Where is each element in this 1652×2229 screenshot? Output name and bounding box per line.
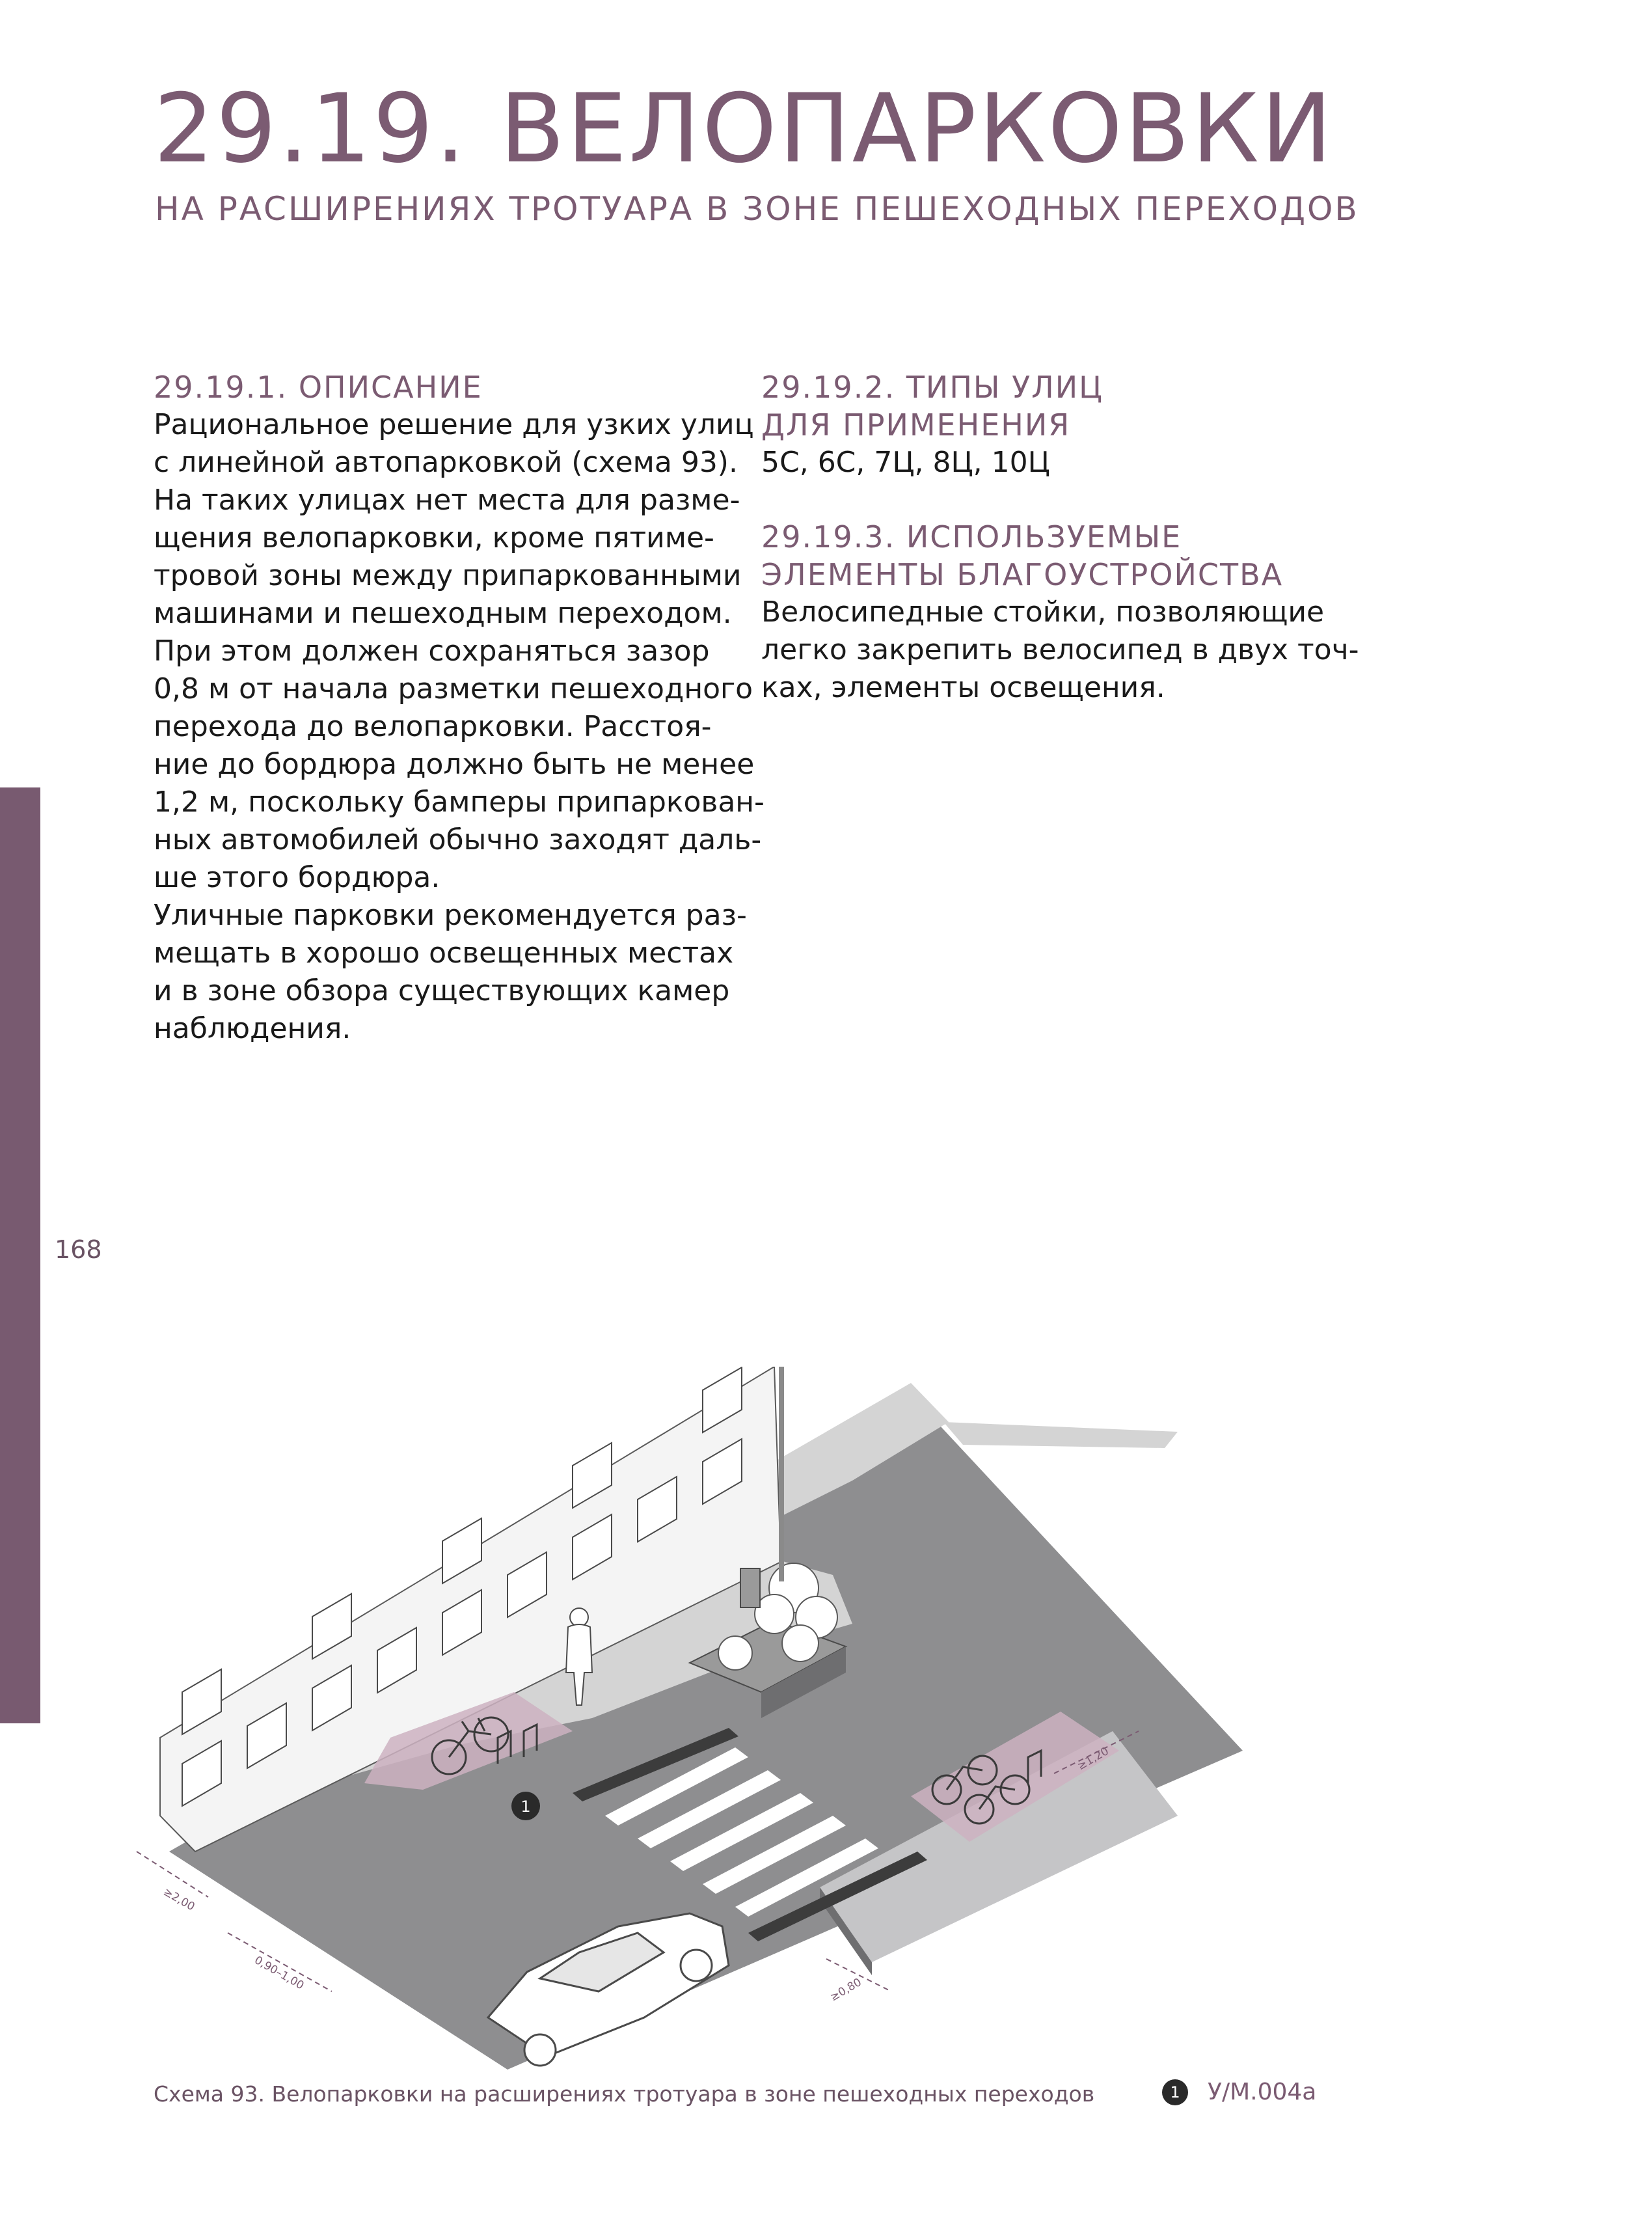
elements-heading-line: ЭЛЕМЕНТЫ БЛАГОУСТРОЙСТВА <box>761 557 1284 592</box>
page-number: 168 <box>55 1235 102 1264</box>
elements-line: Велосипедные стойки, позволяющие <box>761 595 1325 629</box>
elements-heading-line: 29.19.3. ИСПОЛЬЗУЕМЫЕ <box>761 519 1182 554</box>
description-line: с линейной автопарковкой (схема 93). <box>154 446 738 479</box>
figure-caption: Схема 93. Велопарковки на расширениях тротуара в зоне пешеходных переходов <box>154 2081 1095 2107</box>
description-line: 1,2 м, поскольку бамперы припаркован- <box>154 786 765 819</box>
description-line: мещать в хорошо освещенных местах <box>154 937 734 970</box>
dim-sidewalk-label: ≥2,00 <box>161 1885 197 1914</box>
description-section <box>154 368 765 1048</box>
page-title: 29.19. ВЕЛОПАРКОВКИ <box>154 74 1334 184</box>
reference-code-text: У/М.004а <box>1208 2079 1317 2105</box>
applicability-section <box>761 368 1359 707</box>
marker-1-label: 1 <box>521 1798 531 1816</box>
marker-1 <box>511 1792 540 1820</box>
description-line: ние до бордюра должно быть не менее <box>154 748 755 781</box>
description-line: тровой зоны между припаркованными <box>154 559 742 592</box>
street-types-heading-line: ДЛЯ ПРИМЕНЕНИЯ <box>761 407 1071 443</box>
dim-curb-label: ≥1,20 <box>1075 1744 1111 1773</box>
description-line: и в зоне обзора существующих камер <box>154 974 730 1007</box>
description-text <box>154 406 765 1048</box>
elements-heading <box>761 518 1334 594</box>
description-line: машинами и пешеходным переходом. <box>154 597 732 630</box>
bike-parking-diagram <box>124 1367 1321 2076</box>
dim-gap-label: 0,90–1,00 <box>252 1954 306 1993</box>
reference-code <box>1162 2079 1316 2105</box>
isometric-street-illustration <box>124 1367 1321 2076</box>
description-heading: 29.19.1. ОПИСАНИЕ <box>154 370 483 405</box>
description-line: щения велопарковки, кроме пятиме- <box>154 521 714 554</box>
elements-line: легко закрепить велосипед в двух точ- <box>761 633 1359 666</box>
far-sidewalk <box>943 1422 1178 1448</box>
elements-line: ках, элементы освещения. <box>761 671 1165 704</box>
description-line: ных автомобилей обычно заходят даль- <box>154 823 762 856</box>
description-line: На таких улицах нет места для разме- <box>154 484 740 517</box>
waste-bin <box>740 1568 760 1607</box>
description-line: 0,8 м от начала разметки пешеходного <box>154 672 753 705</box>
side-accent-bar <box>0 787 40 1723</box>
reference-badge: 1 <box>1162 2079 1188 2105</box>
description-line: Рациональное решение для узких улиц <box>154 408 754 441</box>
elements-text <box>761 594 1359 707</box>
page-subtitle: НА РАСШИРЕНИЯХ ТРОТУАРА В ЗОНЕ ПЕШЕХОДНЫХ ПЕРЕХОДОВ <box>155 190 1359 228</box>
description-line: ше этого бордюра. <box>154 861 440 894</box>
dim-crossing-label: ≥0,80 <box>828 1975 864 2004</box>
street-types-heading <box>761 368 1334 444</box>
description-line: наблюдения. <box>154 1012 351 1045</box>
street-types-heading-line: 29.19.2. ТИПЫ УЛИЦ <box>761 370 1104 405</box>
description-line: Уличные парковки рекомендуется раз- <box>154 899 747 932</box>
description-line: перехода до велопарковки. Расстоя- <box>154 710 712 743</box>
street-lamp <box>779 1367 784 1581</box>
description-line: При этом должен сохраняться зазор <box>154 635 710 668</box>
street-types-value: 5С, 6С, 7Ц, 8Ц, 10Ц <box>761 446 1050 479</box>
